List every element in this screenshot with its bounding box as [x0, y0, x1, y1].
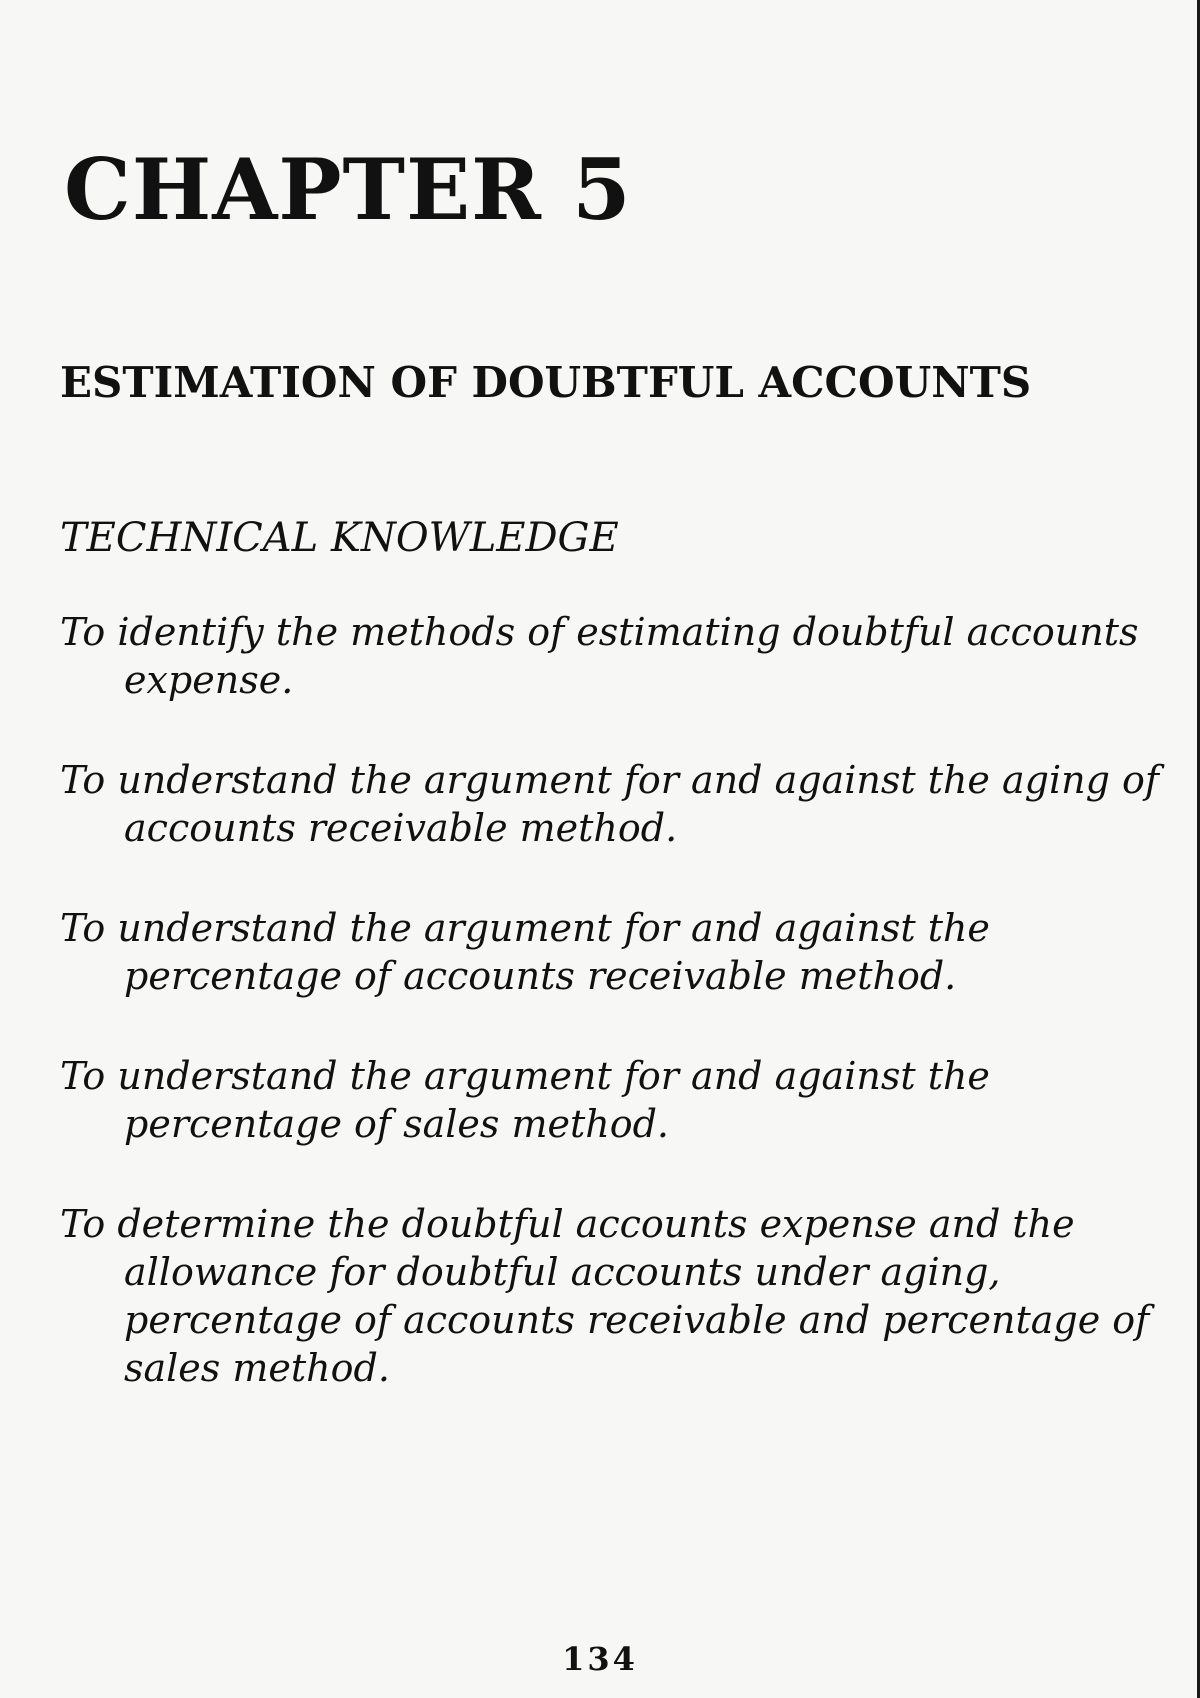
- objective-item: To understand the argument for and against the percentage of sales method.: [60, 1054, 990, 1146]
- page-number: 134: [562, 1640, 638, 1678]
- subsection-title: TECHNICAL KNOWLEDGE: [60, 515, 619, 561]
- objective-item: To understand the argument for and against the aging of accounts receivable method.: [60, 758, 1159, 850]
- chapter-title: CHAPTER 5: [64, 140, 632, 239]
- objectives-list: [60, 608, 1160, 1444]
- section-title: ESTIMATION OF DOUBTFUL ACCOUNTS: [60, 358, 1032, 407]
- objective-item: To determine the doubtful accounts expense and the allowance for doubtful accounts under aging, percentage of accounts receivable and percentage of sales method.: [60, 1202, 1150, 1390]
- objective-item: To identify the methods of estimating doubtful accounts expense.: [60, 610, 1139, 702]
- objective-item: To understand the argument for and against the percentage of accounts receivable method.: [60, 906, 990, 998]
